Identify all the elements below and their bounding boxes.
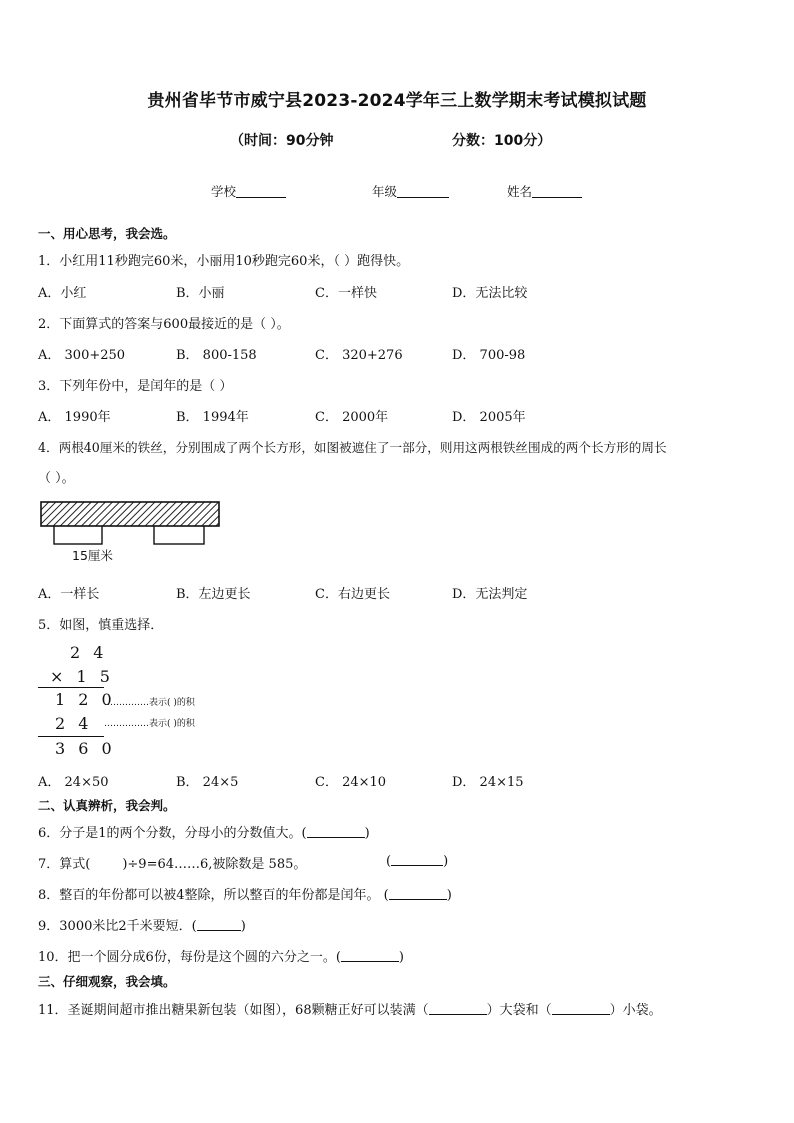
q10-text: 10．把一个圆分成6份，每份是这个圆的六分之一。(	[38, 950, 341, 965]
school-blank[interactable]	[236, 184, 286, 198]
q5-option-d[interactable]: D． 24×15	[452, 775, 524, 790]
question-5: 5．如图，慎重选择．	[38, 618, 164, 633]
q1-option-c[interactable]: C．一样快	[315, 286, 377, 301]
q8-text: 8．整百的年份都可以被4整除，所以整百的年份都是闰年。 (	[38, 888, 389, 903]
name-label: 姓名	[507, 184, 533, 199]
grade-blank[interactable]	[397, 184, 449, 198]
q1-option-b[interactable]: B．小丽	[176, 286, 225, 301]
q6-close: )	[364, 826, 370, 841]
calc-line-2	[38, 736, 104, 737]
q8-close: )	[446, 888, 452, 903]
question-8	[38, 884, 452, 903]
q6-text: 6．分子是1的两个分数，分母小的分数值大。(	[38, 826, 307, 841]
q4-option-a[interactable]: A．一样长	[38, 587, 100, 602]
question-10	[38, 946, 404, 965]
q7-answer-blank[interactable]	[391, 853, 443, 866]
grade-field	[372, 182, 449, 200]
q4-rectangles-figure	[38, 498, 228, 568]
calc-row-result: 3 6 0	[55, 739, 116, 758]
question-9	[38, 915, 246, 934]
calc-row-multiplicand: 2 4	[70, 643, 108, 662]
calc-row-multiplier: × 1 5	[50, 667, 114, 686]
q4-figure-label: 15厘米	[72, 548, 113, 563]
q5-option-b[interactable]: B． 24×5	[176, 775, 239, 790]
question-6	[38, 822, 370, 841]
calc-note-1: ……………表示( )的积	[104, 698, 195, 708]
q2-option-b[interactable]: B． 800-158	[176, 348, 257, 363]
question-7	[38, 853, 306, 872]
section-2-heading: 二、认真辨析，我会判。	[38, 798, 176, 813]
calc-row-partial-1: 1 2 0	[55, 690, 116, 709]
q3-option-c[interactable]: C． 2000年	[315, 410, 389, 425]
q11-text-3: ）小袋。	[609, 1003, 662, 1018]
q9-answer-blank[interactable]	[197, 918, 241, 931]
q3-option-d[interactable]: D． 2005年	[452, 410, 526, 425]
right-rectangle	[154, 524, 204, 544]
exam-time: （时间：90分钟	[230, 133, 334, 149]
name-field	[507, 182, 582, 200]
q9-close: )	[240, 919, 246, 934]
q2-option-c[interactable]: C． 320+276	[315, 348, 403, 363]
q1-option-a[interactable]: A．小红	[38, 286, 87, 301]
q3-option-a[interactable]: A． 1990年	[38, 410, 111, 425]
question-11	[38, 999, 662, 1018]
school-label: 学校	[211, 184, 237, 199]
q1-option-d[interactable]: D．无法比较	[452, 286, 528, 301]
calc-note-2: ……………表示( )的积	[104, 719, 195, 729]
q10-answer-blank[interactable]	[341, 949, 399, 962]
q7-text-b: )÷9=64……6,被除数是 585。	[122, 857, 307, 872]
question-2: 2．下面算式的答案与600最接近的是（ ）。	[38, 317, 290, 332]
school-field	[211, 182, 286, 200]
page-title: 贵州省毕节市威宁县2023-2024学年三上数学期末考试模拟试题	[147, 91, 647, 111]
q2-option-d[interactable]: D． 700-98	[452, 348, 526, 363]
q7-answer: ( )	[386, 854, 449, 869]
q5-option-c[interactable]: C． 24×10	[315, 775, 387, 790]
q9-text: 9．3000米比2千米要短．(	[38, 919, 197, 934]
q6-answer-blank[interactable]	[307, 825, 365, 838]
q4-option-b[interactable]: B．左边更长	[176, 587, 251, 602]
section-3-heading: 三、仔细观察，我会填。	[38, 974, 176, 989]
section-1-heading: 一、用心思考，我会选。	[38, 226, 176, 241]
calc-line-1	[38, 687, 104, 688]
question-1: 1．小红用11秒跑完60米，小丽用10秒跑完60米，（ ）跑得快。	[38, 254, 410, 269]
name-blank[interactable]	[532, 184, 582, 198]
q8-answer-blank[interactable]	[389, 887, 447, 900]
exam-score: 分数：100分）	[452, 133, 552, 149]
q7-text-a: 7．算式(	[38, 857, 91, 872]
q10-close: )	[398, 950, 404, 965]
grade-label: 年级	[372, 184, 398, 199]
question-4-line2: （ ）。	[38, 471, 75, 486]
q2-option-a[interactable]: A． 300+250	[38, 348, 126, 363]
question-3: 3．下列年份中，是闰年的是（ ）	[38, 379, 233, 394]
calc-row-partial-2: 2 4	[55, 714, 93, 733]
q11-text-1: 11．圣诞期间超市推出糖果新包装（如图），68颗糖正好可以装满（	[38, 1003, 429, 1018]
q11-text-2: ）大袋和（	[486, 1003, 552, 1018]
left-rectangle	[54, 524, 102, 544]
q11-small-bag-blank[interactable]	[552, 1002, 610, 1015]
cover-board	[41, 502, 219, 526]
q7-close: )	[443, 854, 449, 869]
q4-option-c[interactable]: C．右边更长	[315, 587, 390, 602]
question-4-line1: 4．两根40厘米的铁丝，分别围成了两个长方形，如图被遮住了一部分，则用这两根铁丝围成的两个长方形的周长	[38, 440, 667, 455]
q3-option-b[interactable]: B． 1994年	[176, 410, 249, 425]
q5-option-a[interactable]: A． 24×50	[38, 775, 109, 790]
q11-big-bag-blank[interactable]	[429, 1002, 487, 1015]
q4-option-d[interactable]: D．无法判定	[452, 587, 528, 602]
